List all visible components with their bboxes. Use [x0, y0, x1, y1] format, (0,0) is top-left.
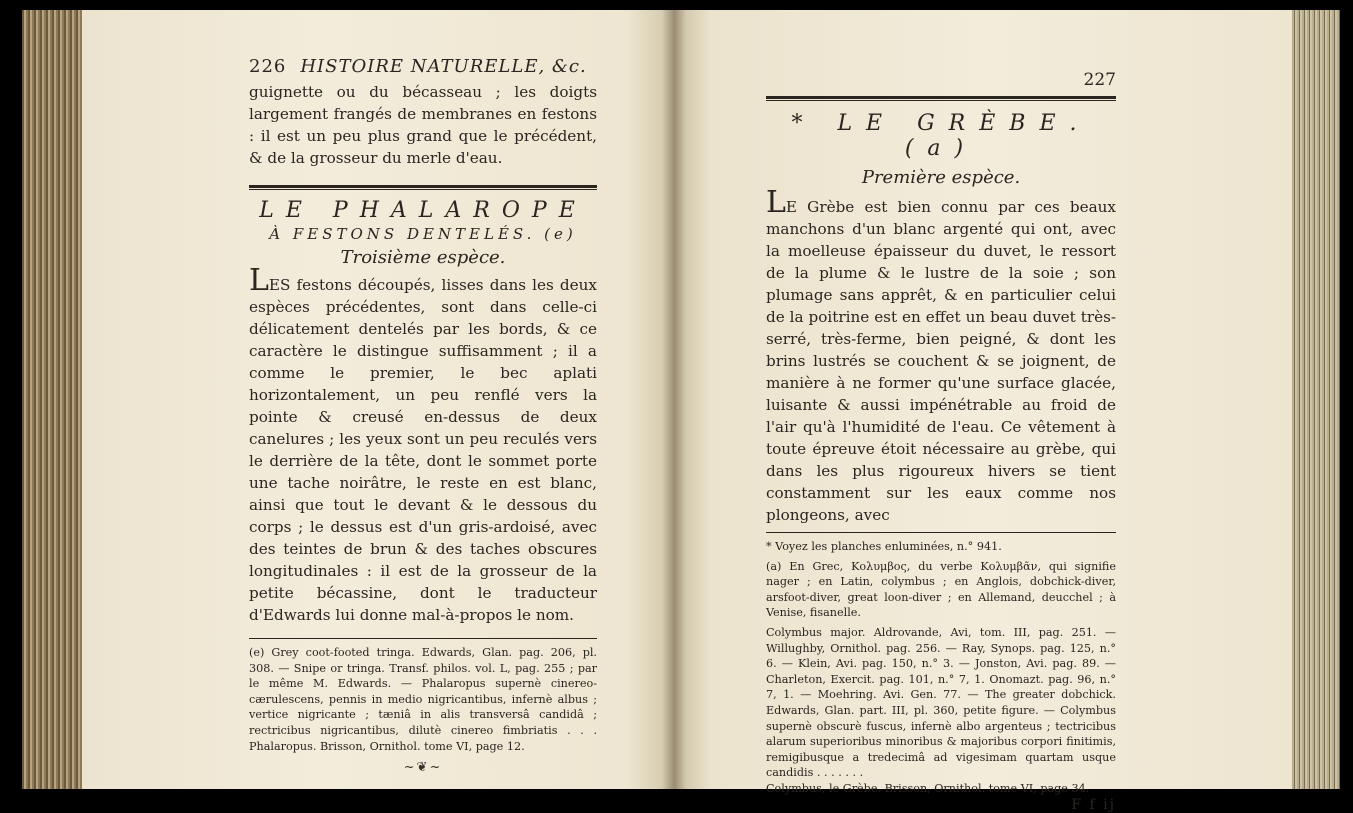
- species-label: Première espèce.: [861, 167, 1021, 188]
- book-gutter: [662, 10, 686, 789]
- left-page-edges: [22, 10, 82, 789]
- body-paragraph: LES festons découpés, lisses dans les deux espèces précédentes, sont dans celle-ci délicatement dentelés par les bords, & ce caractère le distingue suffisamment ; il a comme le premier, le bec aplati horizontalement, un peu renflé vers la pointe & creusé en-dessus de deux canelures ; les yeux sont un peu reculés vers le derrière de la tête, dont le sommet porte une tache noirâtre, le reste en est blanc, ainsi que tout le devant & le dessous du corps ; le dessus est d'un gris-ardoisé, avec des teintes de brun & des taches obscures longitudinales : il est de la grosseur de la petite bécassine, dont le traducteur d'Edwards lui donne mal-à-propos le nom.: [249, 263, 597, 624]
- left-page-number: 226: [249, 56, 287, 77]
- signature-mark: F f ij: [1071, 796, 1116, 813]
- section-subtitle: À FESTONS DENTELÉS. (e): [269, 225, 577, 243]
- footnote-rule: [249, 638, 597, 639]
- ornament: ~❦~: [403, 760, 443, 776]
- right-page-content: [766, 70, 1116, 813]
- footnote-rule: [766, 532, 1116, 533]
- footnote: (e) Grey coot-footed tringa. Edwards, Glan. pag. 206, pl. 308. — Snipe or tringa. Transf. philos. vol. L, pag. 255 ; par le même M. Edwards. — Phalaropus supernè cinereo-cærulescens, pennis in medio nigricantibus, infernè albus ; vertice nigricante ; tæniâ in alis transversâ candidâ ; rectricibus nigricantibus, dilutè cinereo fimbriatis . . . Phalaropus. Brisson, Ornithol. tome VI, page 12.: [249, 646, 597, 753]
- running-head-title: HISTOIRE NATURELLE, &c.: [300, 56, 587, 77]
- note-a: (a) En Grec, Κολυμβος, du verbe Κολυμβᾶν, qui signifie nager ; en Latin, colymbus ; en Anglois, dobchick-diver, arsfoot-diver, great loon-diver ; en Allemand, deucchel ; à Venise, fisanelle.: [766, 559, 1116, 620]
- left-page-content: [249, 56, 597, 775]
- right-page-edges: [1292, 10, 1340, 789]
- drop-cap: L: [249, 263, 269, 298]
- species-label: Troisième espèce.: [340, 247, 506, 268]
- left-running-head: [249, 56, 597, 77]
- header-rule: [766, 96, 1116, 101]
- body-paragraph: LE Grèbe est bien connu par ces beaux manchons d'un blanc argenté qui ont, avec la moelleuse épaisseur du duvet, le ressort de la plume & le lustre de la soie ; son plumage sans apprêt, & en particulier celui de la poitrine est en effet un beau duvet très-serré, très-ferme, bien peigné, & dont les brins lustrés se couchent & se joignent, de manière à ne former qu'une surface glacée, luisante & aussi impénétrable au froid de l'air qu'à l'humidité de l'eau. Ce vêtement à toute épreuve étoit nécessaire au grèbe, qui dans les plus rigoureux hivers se tient constamment sur les eaux comme nos plongeons, avec: [766, 185, 1116, 524]
- note-colymbus-major: Colymbus major. Aldrovande, Avi, tom. III, pag. 251. — Willughby, Ornithol. pag. 256. — Ray, Synops. pag. 125, n.° 6. — Klein, Avi. pag. 150, n.° 3. — Jonston, Avi. pag. 89. — Charleton, Exercit. pag. 101, n.° 7, 1. Onomazt. pag. 96, n.° 7, 1. — Moehring. Avi. Gen. 77. — The greater dobchick. Edwards, Glan. part. III, pl. 360, petite figure. — Colymbus supernè obscurè fuscus, infernè albo argenteus ; tectricibus alarum superioribus minoribus & majoribus corpori finitimis, remigibusque a tredecimâ ad vigesimam quartam usque candidis . . . . . . .: [766, 625, 1116, 780]
- note-star: * Voyez les planches enluminées, n.° 941.: [766, 540, 1002, 553]
- section-title: * LE GRÈBE. (a): [791, 111, 1091, 161]
- section-title: LE PHALAROPE: [259, 198, 587, 223]
- note-end: Colymbus, le Grèbe. Brisson, Ornithol. tome VI, page 34.: [766, 781, 1090, 795]
- drop-cap: L: [766, 185, 786, 220]
- continued-paragraph: guignette ou du bécasseau ; les doigts largement frangés de membranes en festons : il est un peu plus grand que le précédent, & de la grosseur du merle d'eau.: [249, 83, 597, 167]
- open-book: [22, 10, 1340, 789]
- section-rule: [249, 185, 597, 190]
- right-page-number: 227: [1083, 70, 1116, 90]
